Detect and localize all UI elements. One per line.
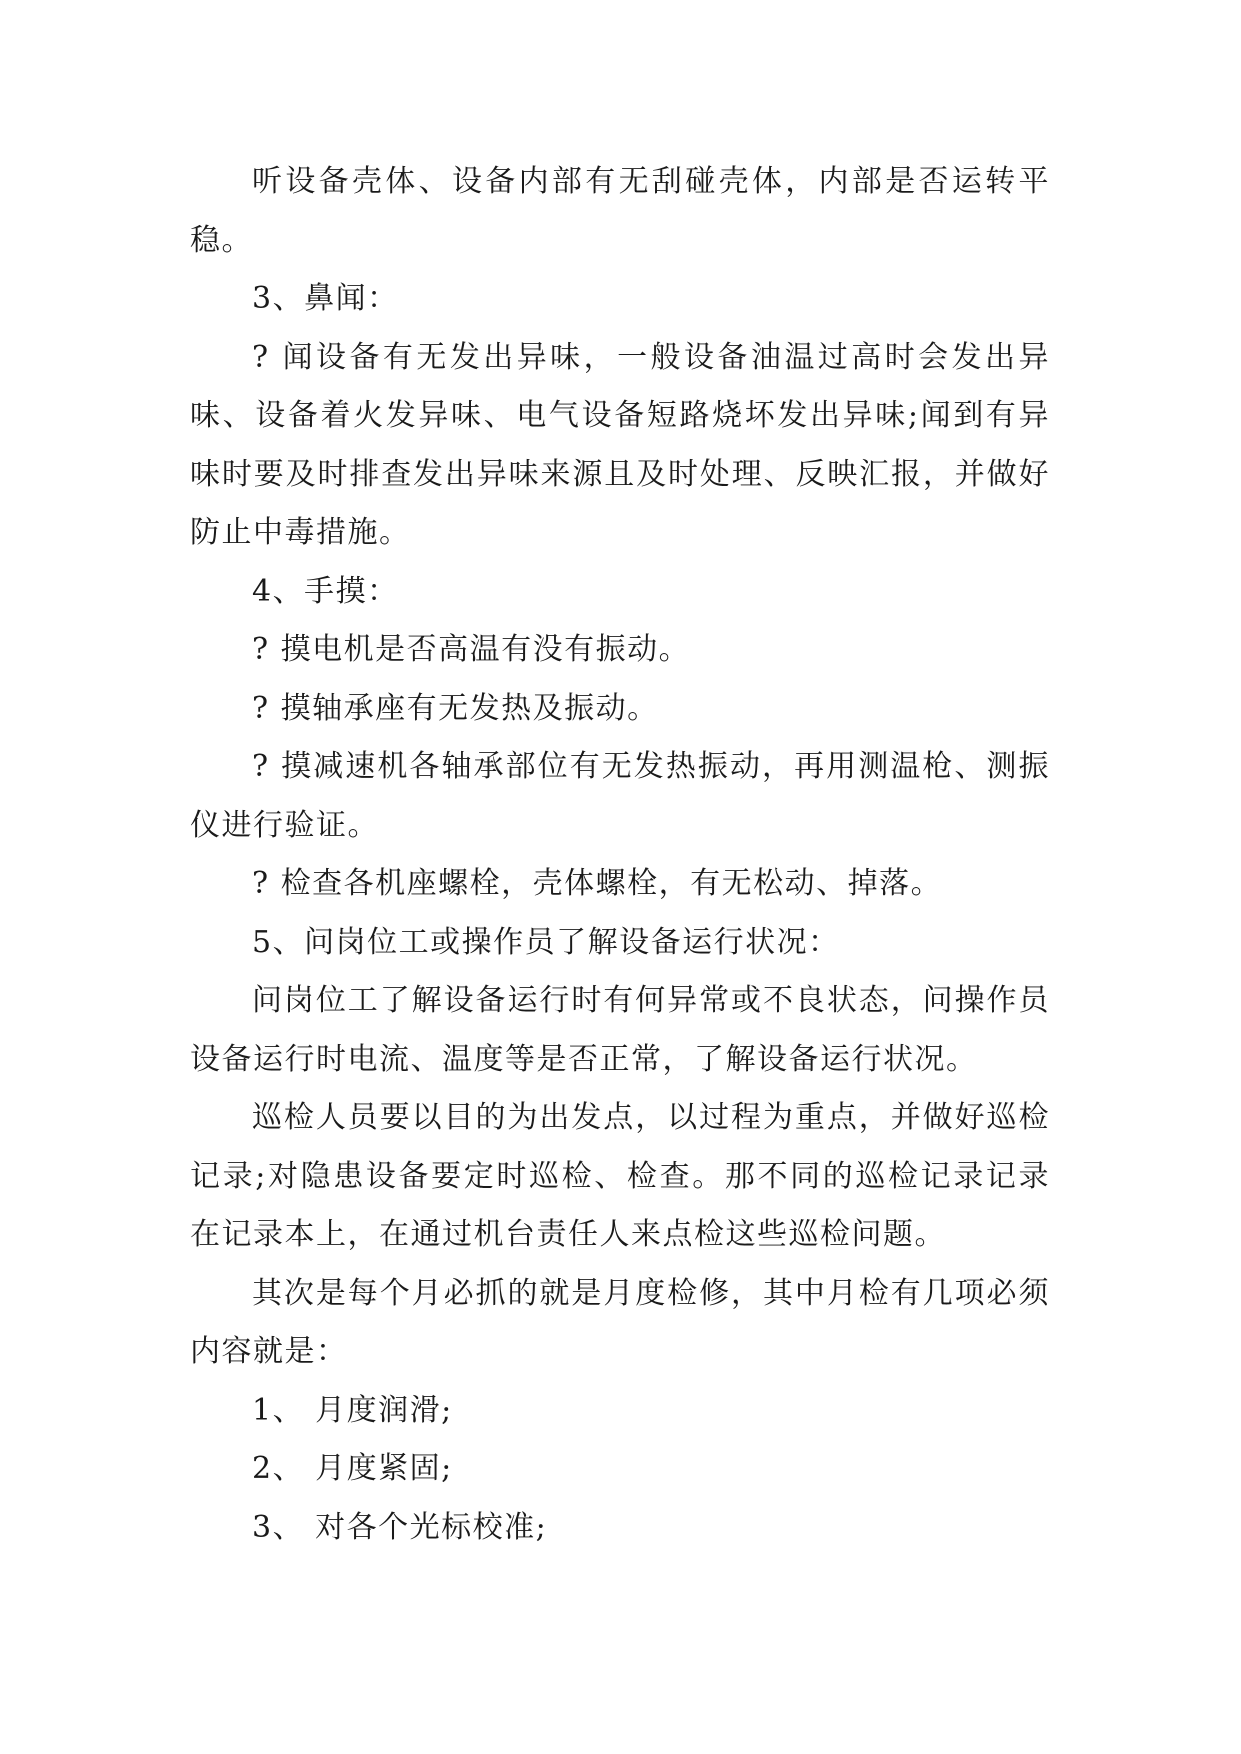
paragraph-touch-reducer: ? 摸减速机各轴承部位有无发热振动，再用测温枪、测振仪进行验证。	[190, 749, 1050, 843]
paragraph-monthly-maintenance: 其次是每个月必抓的就是月度检修，其中月检有几项必须内容就是：	[190, 1275, 1050, 1369]
list-item-monthly-lubrication: 1、 月度润滑;	[252, 1392, 453, 1428]
paragraph-touch-motor: ? 摸电机是否高温有没有振动。	[252, 632, 691, 667]
heading-touch: 4、手摸：	[252, 573, 399, 609]
list-item-cursor-calibration: 3、 对各个光标校准;	[252, 1509, 548, 1545]
paragraph-touch-bearing: ? 摸轴承座有无发热及振动。	[252, 690, 659, 726]
paragraph-ask-operator: 问岗位工了解设备运行时有何异常或不良状态，问操作员设备运行时电流、温度等是否正常，了解设备运行状况。	[190, 983, 1050, 1077]
heading-ask-operator: 5、问岗位工或操作员了解设备运行状况：	[252, 924, 840, 960]
paragraph-listen-casing: 听设备壳体、设备内部有无刮碰壳体，内部是否运转平稳。	[190, 164, 1050, 258]
paragraph-inspection-records: 巡检人员要以目的为出发点，以过程为重点，并做好巡检记录;对隐患设备要定时巡检、检查。那不同的巡检记录记录在记录本上，在通过机台责任人来点检这些巡检问题。	[190, 1100, 1050, 1252]
document-body	[190, 153, 1050, 1557]
paragraph-smell-odor: ? 闻设备有无发出异味，一般设备油温过高时会发出异味、设备着火发异味、电气设备短路烧坏发出异味;闻到有异味时要及时排查发出异味来源且及时处理、反映汇报，并做好防止中毒措施。	[190, 339, 1050, 550]
list-item-monthly-tightening: 2、 月度紧固;	[252, 1451, 453, 1486]
heading-smell: 3、鼻闻：	[252, 281, 399, 316]
paragraph-check-bolts: ? 检查各机座螺栓，壳体螺栓，有无松动、掉落。	[252, 866, 943, 901]
